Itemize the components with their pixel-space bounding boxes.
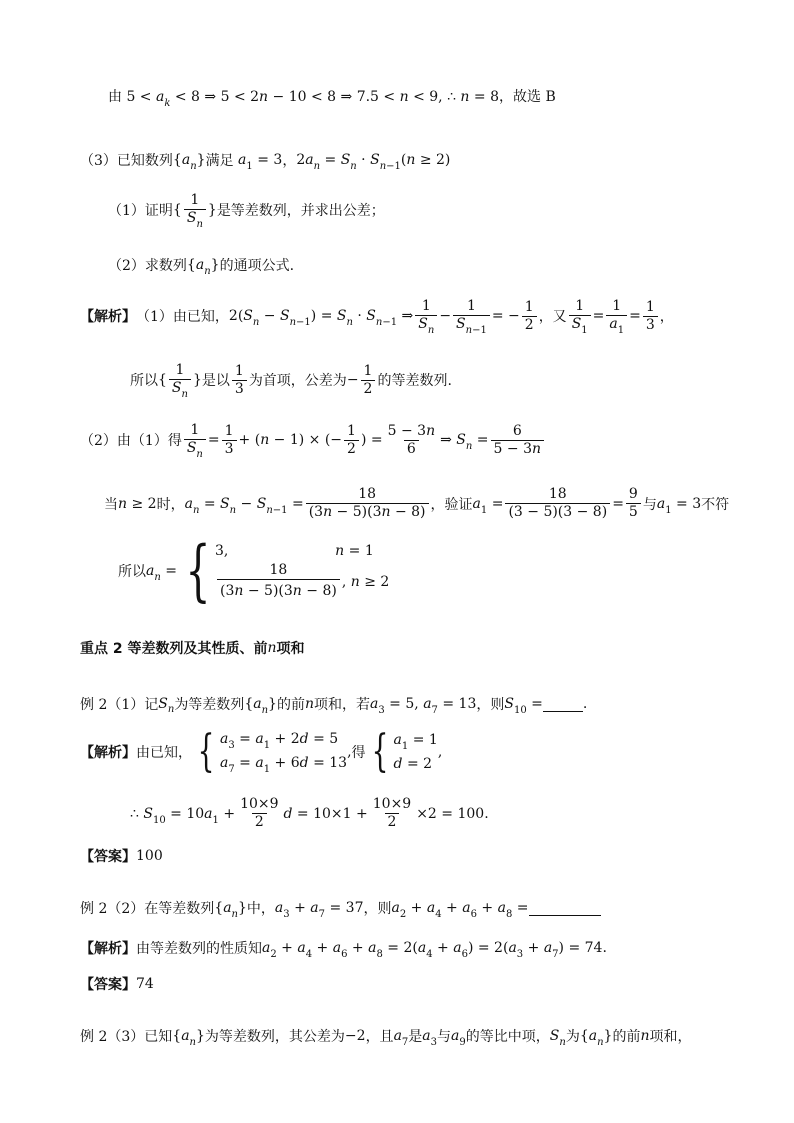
analysis-3: 当 n ≥ 2 时， $a_n = S_n - S_{n-1}$ = $\frac{18}{(3n - 5)(3n - 8)}$ ，验证 $a_1$ = $\frac{18}{(3 - 5)(3 - 8)}$ = $\frac{9}{5}$ 与 $a_1 = 3$ 不符 <box>104 486 730 520</box>
q1-suffix: 是等差数列，并求出公差； <box>216 203 385 219</box>
section-heading-2: 重点 2 等差数列及其性质、前 n 项和 <box>80 640 305 657</box>
analysis-1-prefix: （1）由已知， <box>136 309 229 325</box>
ex23-mid7: 的前 <box>612 1029 641 1045</box>
analysis-3-prefix: 当 <box>104 496 118 513</box>
example-2-1-analysis: 【解析】 由已知， { $a_3 = a_1 + 2d = 5$ $a_7 = a_1 + 6d = 13$ , 得 { $a_1 = 1$ d = 2 , <box>80 726 443 777</box>
ex23-end: 项和， <box>649 1029 692 1045</box>
ex23-mid4: 与 <box>437 1029 452 1045</box>
ex23-mid6: 为 <box>565 1029 580 1045</box>
answer-label: 【答案】 <box>80 849 136 865</box>
example-2-1: 例 2（1）记 S n 为等差数列 $\{a_n\}$ 的前 n 项和，若 $a_3 = 5$, $a_7 = 13$ ，则 $S_{10}$ = . <box>80 696 588 716</box>
answer-1-value: 100 <box>136 848 163 864</box>
analysis-2-prefix: （2）由（1）得 <box>80 433 182 449</box>
analysis-label: 【解析】 <box>80 745 136 761</box>
analysis-1b-mid2: 为首项，公差为 <box>248 373 347 389</box>
example-2-2: 例 2（2）在等差数列 $\{a_n\}$ 中， $a_3 + a_7 = 37$ ，则 $a_2 + a_4 + a_6 + a_8$ = <box>80 898 601 918</box>
analysis-4: 所以 $a_n$ = { 3, n = 1 $\frac{18}{(3n - 5)(3n - 8)}$ , n ≥ 2 <box>118 532 390 609</box>
ex21-get: 得 <box>351 745 366 761</box>
problem-3-question-2: （2）求数列 $\{a_n\}$ 的通项公式. <box>108 257 295 277</box>
example-2-3: 例 2（3）已知 $\{a_n\}$ 为等差数列，其公差为 −2 ，且 $a_7$ 是 $a_3$ 与 $a_9$ 的等比中项， $S_n$ 为 $\{a_n\}$ 的前 n 项和， <box>80 1028 692 1048</box>
analysis-3-mid: 时， <box>156 496 185 513</box>
analysis-label: 【解析】 <box>80 941 136 957</box>
analysis-1: 【解析】 （1）由已知， $2(S_n - S_{n-1}) = S_n \cdot S_{n-1}$ ⇒ $\frac{1}{S_n}$ − $\frac{1}{S_{n-1}}$ = − $\frac{1}{2}$ ，又 $\frac{1}{S_1}$ = $\frac{1}{a_1}$ = $\frac{1}{3}$ ， <box>80 298 674 336</box>
ex21-mid: 为等差数列 <box>174 697 245 713</box>
line-1: 由 $5 < a_k < 8$ ⇒ 5 < 2n − 10 < 8 ⇒ 7.5 < n < 9, ∴ n = 8 ，故选 B <box>108 86 556 106</box>
brace-icon: { <box>371 726 388 777</box>
analysis-label: 【解析】 <box>80 309 136 325</box>
problem-3-statement: （3）已知数列 $\{a_n\}$ 满足 $a_1 = 3$ ， $2a_n = S_n \cdot S_{n-1}(n \ge 2)$ <box>80 152 451 172</box>
answer-1 <box>80 846 163 866</box>
ex21-prefix: 例 2（1）记 <box>80 697 159 713</box>
answer-2-value: 74 <box>136 976 154 992</box>
ex23-mid2: ，且 <box>365 1029 394 1045</box>
ex23-mid3: 是 <box>408 1029 423 1045</box>
ex23-mid: 为等差数列，其公差为 <box>204 1029 345 1045</box>
answer-2 <box>80 974 154 994</box>
example-2-1-computation: ∴ $S_{10} = 10a_1$ + $\frac{10\times 9}{2}$ d = 10×1 + $\frac{10\times 9}{2}$ ×2 = 100. <box>130 796 489 830</box>
line-1-tail: ，故选 B <box>499 89 556 105</box>
answer-blank <box>529 901 601 916</box>
analysis-1b-prefix: 所以 <box>130 373 158 389</box>
ex22-mid: 中， <box>246 901 275 917</box>
heading-2-b: 项和 <box>276 641 305 657</box>
problem-3-sep: ， <box>282 153 297 169</box>
ex21-end: . <box>582 696 588 712</box>
ex23-prefix: 例 2（3）已知 <box>80 1029 173 1045</box>
answer-label: 【答案】 <box>80 977 136 993</box>
analysis-3-end: 不符 <box>701 496 730 513</box>
analysis-1b-mid1: 是以 <box>201 373 230 389</box>
ex23-mid5: 的等比中项， <box>465 1029 550 1045</box>
analysis-1b: 所以 { $\frac{1}{S_n}$ } 是以 $\frac{1}{3}$ 为首项，公差为 − $\frac{1}{2}$ 的等差数列. <box>130 362 452 400</box>
ex23-val: −2 <box>344 1028 366 1044</box>
analysis-3-with: 与 <box>642 496 657 513</box>
analysis-4-prefix: 所以 <box>118 564 146 580</box>
analysis-1-again: ，又 <box>538 309 567 325</box>
q2-prefix: （2）求数列 <box>108 258 187 274</box>
brace-icon: { <box>185 532 211 609</box>
answer-blank <box>543 697 583 712</box>
example-2-2-analysis: 【解析】 由等差数列的性质知 $a_2 + a_4 + a_6 + a_8 = 2(a_4 + a_6) = 2(a_3 + a_7) = 74$. <box>80 940 607 960</box>
q2-suffix: 的通项公式. <box>219 258 295 274</box>
q1-prefix: （1）证明 <box>108 203 173 219</box>
ex22-mid2: ，则 <box>363 901 392 917</box>
problem-3-prefix: （3）已知数列 <box>80 153 173 169</box>
ex22-prefix: 例 2（2）在等差数列 <box>80 901 215 917</box>
analysis-2: （2）由（1）得 $\frac{1}{S_n}$ = $\frac{1}{3}$ + (n − 1) × (− $\frac{1}{2}$ ) = $\frac{5 - 3n}{6}$ ⇒ $S_n$ = $\frac{6}{5 - 3n}$ <box>80 422 546 458</box>
ex21-mid2: 的前 <box>276 697 305 713</box>
ex21-mid3: 项和，若 <box>314 697 370 713</box>
ex21-mid4: ，则 <box>476 697 505 713</box>
ex21-ana: 由已知， <box>136 745 192 761</box>
analysis-1b-end: 的等差数列. <box>377 373 452 389</box>
problem-3-question-1: （1）证明 { $\frac{1}{S_n}$ } 是等差数列，并求出公差； <box>108 192 385 230</box>
brace-icon: { <box>197 726 215 777</box>
problem-3-mid: 满足 <box>205 153 234 169</box>
analysis-1-end: ， <box>659 309 674 325</box>
ex22-ana: 由等差数列的性质知 <box>136 941 262 957</box>
analysis-3-check: ，验证 <box>430 496 473 513</box>
heading-2-a: 重点 2 等差数列及其性质、前 <box>80 641 268 657</box>
